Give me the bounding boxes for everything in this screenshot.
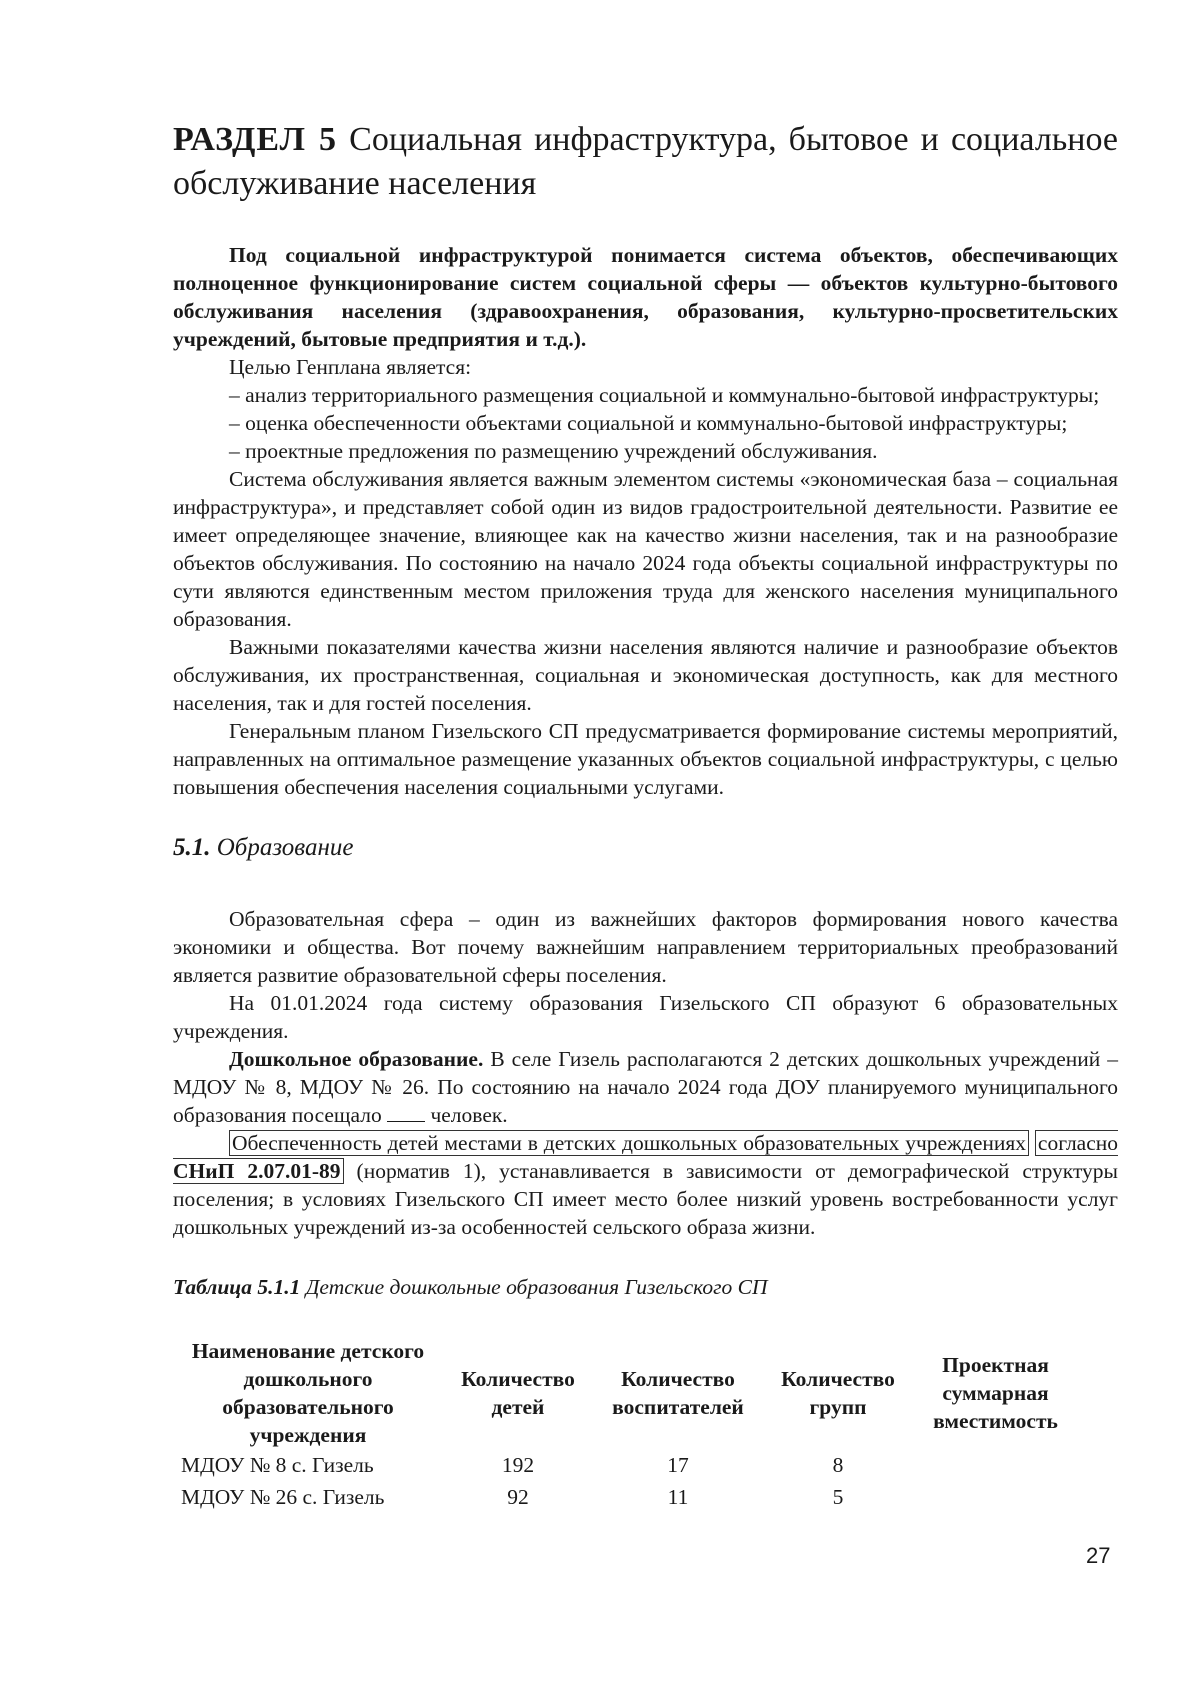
cell-groups: 5	[832, 1485, 844, 1509]
header-capacity: Проектная суммарная вместимость	[933, 1353, 1058, 1433]
body-paragraph: На 01.01.2024 года систему образования Гизельского СП образуют 6 образовательных учреждения.	[173, 991, 1118, 1043]
section-heading	[173, 118, 1118, 206]
cell-teachers: 11	[667, 1485, 689, 1509]
cell-capacity	[913, 1449, 1078, 1481]
table-caption	[173, 1273, 1118, 1301]
blank-field	[387, 1103, 425, 1122]
cell-name: МДОУ № 8 с. Гизель	[181, 1453, 374, 1477]
preschool-table	[173, 1337, 1078, 1513]
preschool-text: В селе Гизель располагаются 2 детских дошкольных учреждений – МДОУ № 8, МДОУ № 26. По состоянию на начало 2024 года ДОУ планируемого муниципального образования посещало	[173, 1047, 1118, 1127]
table-row	[173, 1449, 1078, 1481]
goal-lead: Целью Генплана является:	[229, 355, 472, 379]
goal-item: – оценка обеспеченности объектами социальной и коммунально-бытовой инфраструктуры;	[229, 411, 1068, 435]
cell-children: 92	[507, 1485, 529, 1509]
table-header-row	[173, 1337, 1078, 1449]
page-body	[173, 241, 1118, 1513]
body-paragraph: Генеральным планом Гизельского СП предусматривается формирование системы мероприятий, направленных на оптимальное размещение указанных объектов социальной инфраструктуры, с целью повышения обеспечения населения социальными услугами.	[173, 719, 1118, 799]
header-teachers: Количество воспитателей	[612, 1367, 744, 1419]
provision-text: (норматив 1), устанавливается в зависимости от демографической структуры поселения; в условиях Гизельского СП имеет место более низкий уровень востребованности услуг дошкольных учреждений из-за особенностей сельского образа жизни.	[173, 1159, 1118, 1239]
header-name: Наименование детского дошкольного образовательного учреждения	[191, 1339, 425, 1447]
table-row	[173, 1481, 1078, 1513]
definition-paragraph: Под социальной инфраструктурой понимается система объектов, обеспечивающих полноценное функционирование систем социальной сферы — объектов культурно-бытового обслуживания населения (здравоохранения, образования, культурно-просветительских учреждений, бытовые предприятия и т.д.).	[173, 243, 1118, 351]
preschool-lead: Дошкольное образование.	[229, 1047, 484, 1071]
page-number: 27	[1086, 1543, 1111, 1568]
body-paragraph: Система обслуживания является важным элементом системы «экономическая база – социальная инфраструктура», и представляет собой один из видов градостроительной деятельности. Развитие ее имеет определяющее значение, влияющее как на качество жизни населения, так и на разнообразие объектов обслуживания. По состоянию на начало 2024 года объекты социальной инфраструктуры по сути являются единственным местом приложения труда для женского населения муниципального образования.	[173, 467, 1118, 631]
body-paragraph: Образовательная сфера – один из важнейших факторов формирования нового качества экономики и общества. Вот почему важнейшим направлением территориальных преобразований является развитие образовательной сферы поселения.	[173, 907, 1118, 987]
subsection-title: Образование	[216, 834, 354, 861]
table-caption-text: Детские дошкольные образования Гизельского СП	[305, 1275, 768, 1299]
section-label: РАЗДЕЛ 5	[173, 121, 338, 158]
highlighted-text: Обеспеченность детей местами в детских дошкольных образовательных учреждениях	[229, 1130, 1029, 1156]
subsection-heading	[173, 833, 1118, 863]
section-title-text: Социальная инфраструктура, бытовое и социальное обслуживание населения	[173, 121, 1118, 202]
cell-capacity	[913, 1481, 1078, 1513]
table-caption-number: Таблица 5.1.1	[173, 1275, 301, 1299]
preschool-paragraph	[173, 1045, 1118, 1129]
cell-name: МДОУ № 26 с. Гизель	[181, 1485, 385, 1509]
goal-item: – анализ территориального размещения социальной и коммунально-бытовой инфраструктуры;	[229, 383, 1100, 407]
norm-reference: СНиП 2.07.01-89	[173, 1159, 341, 1183]
subsection-number: 5.1.	[173, 834, 211, 861]
preschool-text-end: человек.	[425, 1103, 508, 1127]
header-children: Количество детей	[461, 1367, 575, 1419]
cell-groups: 8	[832, 1453, 844, 1477]
provision-paragraph	[173, 1129, 1118, 1241]
body-paragraph: Важными показателями качества жизни населения являются наличие и разнообразие объектов обслуживания, их пространственная, социальная и экономическая доступность, как для местного населения, так и для гостей поселения.	[173, 635, 1118, 715]
cell-teachers: 17	[667, 1453, 689, 1477]
goal-item: – проектные предложения по размещению учреждений обслуживания.	[229, 439, 878, 463]
header-groups: Количество групп	[781, 1367, 895, 1419]
cell-children: 192	[501, 1453, 535, 1477]
highlighted-prefix: согласно	[1037, 1131, 1119, 1155]
